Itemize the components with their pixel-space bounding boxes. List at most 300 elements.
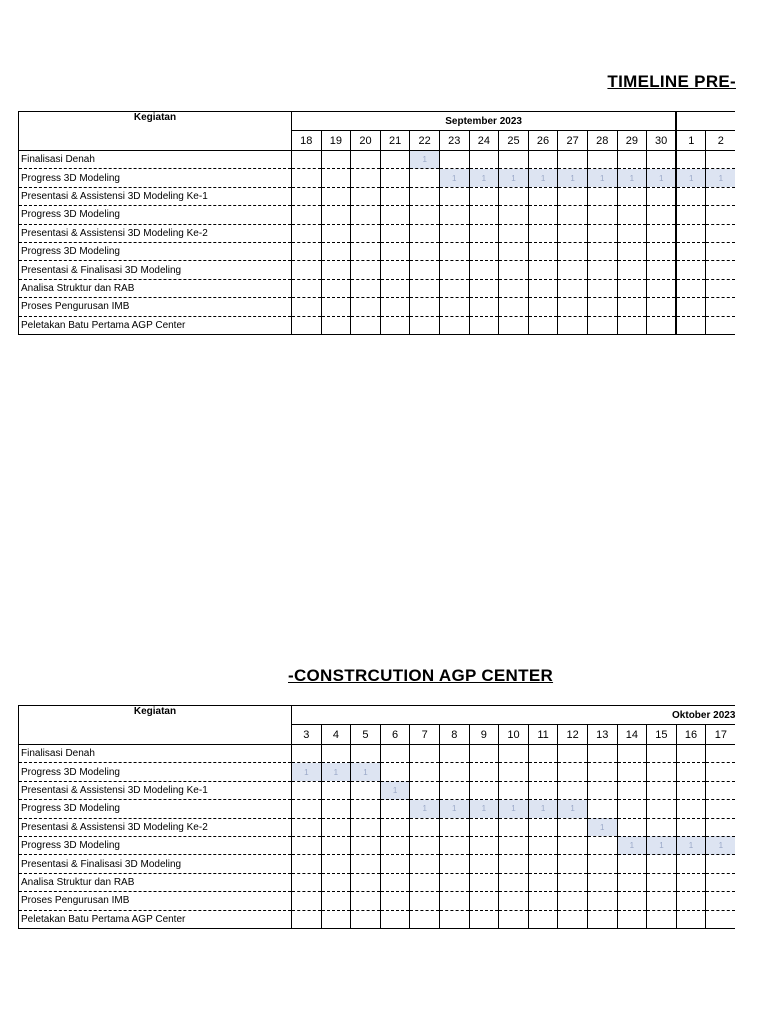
task-label: Presentasi & Finalisasi 3D Modeling bbox=[19, 261, 292, 279]
schedule-cell bbox=[380, 855, 410, 873]
schedule-cell bbox=[528, 316, 558, 334]
schedule-cell bbox=[410, 224, 440, 242]
schedule-cell bbox=[469, 745, 499, 763]
schedule-cell bbox=[321, 818, 351, 836]
task-row bbox=[19, 892, 736, 910]
schedule-cell bbox=[410, 873, 440, 891]
schedule-cell bbox=[528, 242, 558, 260]
schedule-cell bbox=[380, 206, 410, 224]
day-header-9: 9 bbox=[469, 725, 499, 745]
schedule-cell-filled: 1 bbox=[528, 800, 558, 818]
task-rows bbox=[19, 745, 736, 929]
schedule-cell bbox=[380, 242, 410, 260]
schedule-cell bbox=[706, 818, 736, 836]
schedule-cell bbox=[469, 910, 499, 928]
schedule-cell-filled: 1 bbox=[439, 169, 469, 187]
schedule-cell bbox=[558, 224, 588, 242]
schedule-cell bbox=[706, 316, 736, 334]
schedule-cell bbox=[321, 873, 351, 891]
schedule-cell bbox=[617, 910, 647, 928]
task-label: Peletakan Batu Pertama AGP Center bbox=[19, 910, 292, 928]
schedule-cell bbox=[439, 187, 469, 205]
schedule-cell bbox=[528, 745, 558, 763]
schedule-cell bbox=[469, 316, 499, 334]
schedule-cell bbox=[499, 279, 529, 297]
task-label: Progress 3D Modeling bbox=[19, 206, 292, 224]
schedule-cell bbox=[617, 800, 647, 818]
schedule-cell bbox=[292, 242, 322, 260]
schedule-cell bbox=[380, 910, 410, 928]
day-header-14: 14 bbox=[617, 725, 647, 745]
task-row bbox=[19, 279, 736, 297]
schedule-cell bbox=[321, 242, 351, 260]
schedule-cell-filled: 1 bbox=[706, 169, 736, 187]
task-label: Analisa Struktur dan RAB bbox=[19, 279, 292, 297]
schedule-cell bbox=[499, 187, 529, 205]
schedule-cell bbox=[676, 818, 706, 836]
schedule-cell bbox=[587, 855, 617, 873]
schedule-cell-filled: 1 bbox=[647, 169, 677, 187]
schedule-cell bbox=[617, 818, 647, 836]
day-header-17: 17 bbox=[706, 725, 736, 745]
task-row bbox=[19, 261, 736, 279]
schedule-cell bbox=[380, 187, 410, 205]
schedule-cell bbox=[469, 836, 499, 854]
schedule-cell bbox=[617, 224, 647, 242]
month-header-oktober-start bbox=[676, 112, 735, 131]
schedule-cell bbox=[351, 151, 381, 169]
task-row bbox=[19, 151, 736, 169]
schedule-cell-filled: 1 bbox=[706, 836, 736, 854]
schedule-cell bbox=[410, 206, 440, 224]
schedule-cell bbox=[647, 910, 677, 928]
day-header-4: 4 bbox=[321, 725, 351, 745]
schedule-cell-filled: 1 bbox=[558, 800, 588, 818]
schedule-cell-filled: 1 bbox=[469, 169, 499, 187]
day-header-20: 20 bbox=[351, 131, 381, 151]
schedule-cell bbox=[558, 151, 588, 169]
schedule-cell bbox=[499, 206, 529, 224]
schedule-cell bbox=[676, 261, 706, 279]
task-rows bbox=[19, 151, 736, 335]
day-header-18: 18 bbox=[292, 131, 322, 151]
schedule-cell bbox=[706, 224, 736, 242]
schedule-cell bbox=[706, 151, 736, 169]
schedule-cell bbox=[617, 298, 647, 316]
task-row bbox=[19, 855, 736, 873]
schedule-cell bbox=[351, 855, 381, 873]
schedule-cell bbox=[528, 279, 558, 297]
schedule-cell-filled: 1 bbox=[676, 169, 706, 187]
schedule-cell bbox=[351, 873, 381, 891]
schedule-cell bbox=[528, 763, 558, 781]
schedule-cell bbox=[647, 206, 677, 224]
schedule-cell bbox=[499, 316, 529, 334]
task-label: Progress 3D Modeling bbox=[19, 800, 292, 818]
activity-column-header: Kegiatan bbox=[19, 706, 292, 745]
schedule-cell bbox=[380, 818, 410, 836]
schedule-cell bbox=[617, 187, 647, 205]
schedule-cell bbox=[439, 910, 469, 928]
schedule-cell bbox=[587, 261, 617, 279]
schedule-cell-filled: 1 bbox=[617, 836, 647, 854]
schedule-cell bbox=[647, 151, 677, 169]
schedule-cell bbox=[439, 781, 469, 799]
schedule-cell bbox=[380, 261, 410, 279]
schedule-cell bbox=[499, 910, 529, 928]
timeline-table-september bbox=[18, 111, 735, 335]
day-header-23: 23 bbox=[439, 131, 469, 151]
schedule-cell bbox=[587, 206, 617, 224]
schedule-cell-filled: 1 bbox=[321, 763, 351, 781]
schedule-cell bbox=[469, 855, 499, 873]
schedule-cell bbox=[676, 298, 706, 316]
schedule-cell bbox=[469, 187, 499, 205]
schedule-cell bbox=[587, 892, 617, 910]
schedule-cell bbox=[558, 873, 588, 891]
schedule-cell bbox=[647, 873, 677, 891]
schedule-cell bbox=[410, 892, 440, 910]
schedule-cell bbox=[587, 800, 617, 818]
schedule-cell bbox=[558, 242, 588, 260]
task-row bbox=[19, 242, 736, 260]
schedule-cell bbox=[292, 781, 322, 799]
activity-column-header: Kegiatan bbox=[19, 112, 292, 151]
schedule-cell bbox=[351, 298, 381, 316]
schedule-cell bbox=[499, 873, 529, 891]
schedule-cell bbox=[439, 279, 469, 297]
schedule-cell bbox=[617, 261, 647, 279]
schedule-cell bbox=[499, 298, 529, 316]
schedule-cell bbox=[528, 873, 558, 891]
schedule-cell bbox=[676, 279, 706, 297]
day-header-26: 26 bbox=[528, 131, 558, 151]
task-row bbox=[19, 187, 736, 205]
schedule-cell bbox=[676, 910, 706, 928]
month-header-oktober: Oktober 2023 bbox=[292, 706, 736, 725]
schedule-cell bbox=[351, 187, 381, 205]
schedule-cell bbox=[587, 781, 617, 799]
schedule-cell bbox=[321, 224, 351, 242]
schedule-cell bbox=[587, 242, 617, 260]
schedule-cell bbox=[676, 873, 706, 891]
schedule-cell bbox=[321, 781, 351, 799]
schedule-cell-filled: 1 bbox=[587, 169, 617, 187]
schedule-cell bbox=[321, 261, 351, 279]
schedule-cell bbox=[676, 781, 706, 799]
schedule-cell bbox=[587, 298, 617, 316]
schedule-cell bbox=[469, 781, 499, 799]
schedule-cell bbox=[351, 836, 381, 854]
schedule-cell bbox=[676, 242, 706, 260]
schedule-cell bbox=[528, 224, 558, 242]
task-label: Presentasi & Assistensi 3D Modeling Ke-2 bbox=[19, 818, 292, 836]
schedule-cell bbox=[676, 187, 706, 205]
schedule-cell bbox=[351, 206, 381, 224]
schedule-cell bbox=[558, 836, 588, 854]
task-label: Proses Pengurusan IMB bbox=[19, 298, 292, 316]
schedule-cell bbox=[706, 873, 736, 891]
schedule-cell bbox=[499, 781, 529, 799]
schedule-cell bbox=[558, 316, 588, 334]
schedule-cell bbox=[499, 242, 529, 260]
schedule-cell bbox=[706, 261, 736, 279]
schedule-cell bbox=[587, 873, 617, 891]
schedule-cell bbox=[647, 187, 677, 205]
schedule-cell bbox=[676, 316, 706, 334]
schedule-cell-filled: 1 bbox=[469, 800, 499, 818]
schedule-cell bbox=[558, 298, 588, 316]
schedule-cell bbox=[706, 242, 736, 260]
schedule-cell bbox=[380, 316, 410, 334]
schedule-cell bbox=[292, 224, 322, 242]
schedule-cell bbox=[706, 187, 736, 205]
schedule-cell bbox=[321, 206, 351, 224]
task-row bbox=[19, 316, 736, 334]
schedule-cell bbox=[558, 781, 588, 799]
schedule-cell bbox=[499, 818, 529, 836]
schedule-cell bbox=[558, 745, 588, 763]
schedule-cell-filled: 1 bbox=[587, 818, 617, 836]
schedule-cell bbox=[528, 892, 558, 910]
schedule-cell bbox=[380, 151, 410, 169]
schedule-cell bbox=[469, 224, 499, 242]
schedule-cell bbox=[439, 818, 469, 836]
schedule-cell bbox=[292, 206, 322, 224]
schedule-cell bbox=[528, 910, 558, 928]
schedule-cell bbox=[499, 892, 529, 910]
month-header-row bbox=[19, 112, 736, 131]
schedule-cell bbox=[292, 279, 322, 297]
schedule-cell bbox=[706, 855, 736, 873]
schedule-cell bbox=[617, 316, 647, 334]
schedule-cell bbox=[292, 745, 322, 763]
schedule-cell bbox=[706, 206, 736, 224]
schedule-cell bbox=[321, 151, 351, 169]
schedule-cell bbox=[410, 836, 440, 854]
schedule-cell bbox=[380, 892, 410, 910]
schedule-cell-filled: 1 bbox=[499, 169, 529, 187]
schedule-cell bbox=[587, 279, 617, 297]
schedule-cell bbox=[439, 224, 469, 242]
schedule-cell bbox=[676, 206, 706, 224]
schedule-cell bbox=[528, 187, 558, 205]
schedule-cell bbox=[410, 316, 440, 334]
day-header-6: 6 bbox=[380, 725, 410, 745]
page-title: TIMELINE PRE- bbox=[607, 72, 736, 91]
schedule-cell bbox=[647, 316, 677, 334]
task-label: Presentasi & Assistensi 3D Modeling Ke-2 bbox=[19, 224, 292, 242]
schedule-cell bbox=[439, 242, 469, 260]
schedule-cell bbox=[587, 316, 617, 334]
schedule-cell bbox=[410, 855, 440, 873]
schedule-cell bbox=[676, 745, 706, 763]
schedule-cell bbox=[528, 261, 558, 279]
schedule-cell bbox=[647, 261, 677, 279]
schedule-cell bbox=[587, 836, 617, 854]
task-label: Progress 3D Modeling bbox=[19, 763, 292, 781]
day-header-30: 30 bbox=[647, 131, 677, 151]
schedule-cell bbox=[706, 745, 736, 763]
schedule-cell bbox=[558, 855, 588, 873]
schedule-cell-filled: 1 bbox=[351, 763, 381, 781]
task-label: Proses Pengurusan IMB bbox=[19, 892, 292, 910]
day-header-1: 1 bbox=[676, 131, 706, 151]
day-header-2: 2 bbox=[706, 131, 736, 151]
schedule-cell bbox=[410, 910, 440, 928]
day-header-5: 5 bbox=[351, 725, 381, 745]
schedule-cell bbox=[292, 800, 322, 818]
schedule-cell bbox=[676, 800, 706, 818]
day-header-16: 16 bbox=[676, 725, 706, 745]
schedule-cell bbox=[410, 818, 440, 836]
schedule-cell bbox=[469, 892, 499, 910]
schedule-cell bbox=[499, 224, 529, 242]
schedule-cell bbox=[469, 279, 499, 297]
schedule-cell bbox=[292, 169, 322, 187]
schedule-cell bbox=[528, 298, 558, 316]
schedule-cell bbox=[528, 206, 558, 224]
schedule-cell-filled: 1 bbox=[558, 169, 588, 187]
task-label: Peletakan Batu Pertama AGP Center bbox=[19, 316, 292, 334]
schedule-cell bbox=[647, 763, 677, 781]
schedule-cell bbox=[292, 818, 322, 836]
schedule-cell bbox=[351, 279, 381, 297]
task-row bbox=[19, 800, 736, 818]
schedule-cell bbox=[469, 873, 499, 891]
schedule-cell bbox=[351, 261, 381, 279]
schedule-cell bbox=[321, 298, 351, 316]
task-row bbox=[19, 836, 736, 854]
task-row bbox=[19, 745, 736, 763]
schedule-cell bbox=[706, 800, 736, 818]
schedule-cell bbox=[410, 298, 440, 316]
task-label: Presentasi & Finalisasi 3D Modeling bbox=[19, 855, 292, 873]
schedule-cell bbox=[321, 316, 351, 334]
schedule-cell bbox=[558, 261, 588, 279]
schedule-cell bbox=[499, 855, 529, 873]
task-row bbox=[19, 781, 736, 799]
schedule-cell-filled: 1 bbox=[676, 836, 706, 854]
day-header-15: 15 bbox=[647, 725, 677, 745]
day-header-22: 22 bbox=[410, 131, 440, 151]
schedule-cell bbox=[351, 892, 381, 910]
task-label: Presentasi & Assistensi 3D Modeling Ke-1 bbox=[19, 187, 292, 205]
schedule-cell bbox=[380, 224, 410, 242]
schedule-cell bbox=[351, 910, 381, 928]
schedule-cell bbox=[439, 745, 469, 763]
task-row bbox=[19, 206, 736, 224]
schedule-cell bbox=[499, 763, 529, 781]
schedule-cell bbox=[321, 187, 351, 205]
schedule-cell bbox=[706, 279, 736, 297]
schedule-cell bbox=[321, 910, 351, 928]
schedule-cell bbox=[617, 763, 647, 781]
schedule-cell-filled: 1 bbox=[499, 800, 529, 818]
schedule-cell bbox=[439, 763, 469, 781]
schedule-cell bbox=[558, 892, 588, 910]
task-label: Analisa Struktur dan RAB bbox=[19, 873, 292, 891]
schedule-cell bbox=[587, 763, 617, 781]
task-row bbox=[19, 169, 736, 187]
schedule-cell bbox=[292, 873, 322, 891]
schedule-cell bbox=[380, 279, 410, 297]
schedule-cell bbox=[706, 892, 736, 910]
schedule-cell bbox=[292, 151, 322, 169]
day-header-3: 3 bbox=[292, 725, 322, 745]
schedule-cell bbox=[558, 206, 588, 224]
schedule-cell bbox=[410, 745, 440, 763]
schedule-cell bbox=[439, 261, 469, 279]
schedule-cell bbox=[351, 242, 381, 260]
schedule-cell bbox=[321, 836, 351, 854]
schedule-cell bbox=[410, 261, 440, 279]
schedule-cell bbox=[321, 169, 351, 187]
schedule-cell bbox=[647, 242, 677, 260]
schedule-cell bbox=[380, 169, 410, 187]
day-header-29: 29 bbox=[617, 131, 647, 151]
schedule-cell bbox=[439, 316, 469, 334]
schedule-cell bbox=[351, 316, 381, 334]
schedule-cell bbox=[380, 763, 410, 781]
schedule-cell bbox=[676, 855, 706, 873]
timeline-table-oktober bbox=[18, 705, 735, 929]
task-label: Progress 3D Modeling bbox=[19, 242, 292, 260]
schedule-cell bbox=[351, 818, 381, 836]
task-row bbox=[19, 818, 736, 836]
schedule-cell-filled: 1 bbox=[617, 169, 647, 187]
schedule-cell bbox=[499, 836, 529, 854]
schedule-cell bbox=[528, 781, 558, 799]
schedule-cell bbox=[321, 279, 351, 297]
schedule-cell bbox=[647, 892, 677, 910]
day-header-13: 13 bbox=[587, 725, 617, 745]
schedule-cell-filled: 1 bbox=[380, 781, 410, 799]
schedule-cell bbox=[292, 892, 322, 910]
schedule-cell bbox=[528, 836, 558, 854]
schedule-cell bbox=[410, 169, 440, 187]
schedule-cell bbox=[439, 836, 469, 854]
schedule-cell bbox=[439, 298, 469, 316]
schedule-cell bbox=[469, 151, 499, 169]
schedule-cell bbox=[469, 206, 499, 224]
schedule-cell bbox=[617, 873, 647, 891]
schedule-cell bbox=[410, 279, 440, 297]
schedule-cell bbox=[706, 910, 736, 928]
schedule-cell bbox=[499, 261, 529, 279]
schedule-cell bbox=[647, 224, 677, 242]
schedule-cell-filled: 1 bbox=[292, 763, 322, 781]
schedule-cell bbox=[469, 242, 499, 260]
schedule-cell bbox=[587, 745, 617, 763]
schedule-cell bbox=[528, 151, 558, 169]
schedule-cell bbox=[706, 298, 736, 316]
schedule-cell bbox=[351, 800, 381, 818]
schedule-cell bbox=[321, 892, 351, 910]
task-row bbox=[19, 763, 736, 781]
schedule-cell bbox=[587, 151, 617, 169]
month-header-row bbox=[19, 706, 736, 725]
day-header-10: 10 bbox=[499, 725, 529, 745]
schedule-cell bbox=[676, 892, 706, 910]
task-label: Progress 3D Modeling bbox=[19, 169, 292, 187]
schedule-cell bbox=[676, 763, 706, 781]
schedule-cell bbox=[410, 242, 440, 260]
day-header-19: 19 bbox=[321, 131, 351, 151]
schedule-cell bbox=[676, 224, 706, 242]
schedule-cell bbox=[706, 781, 736, 799]
task-label: Progress 3D Modeling bbox=[19, 836, 292, 854]
